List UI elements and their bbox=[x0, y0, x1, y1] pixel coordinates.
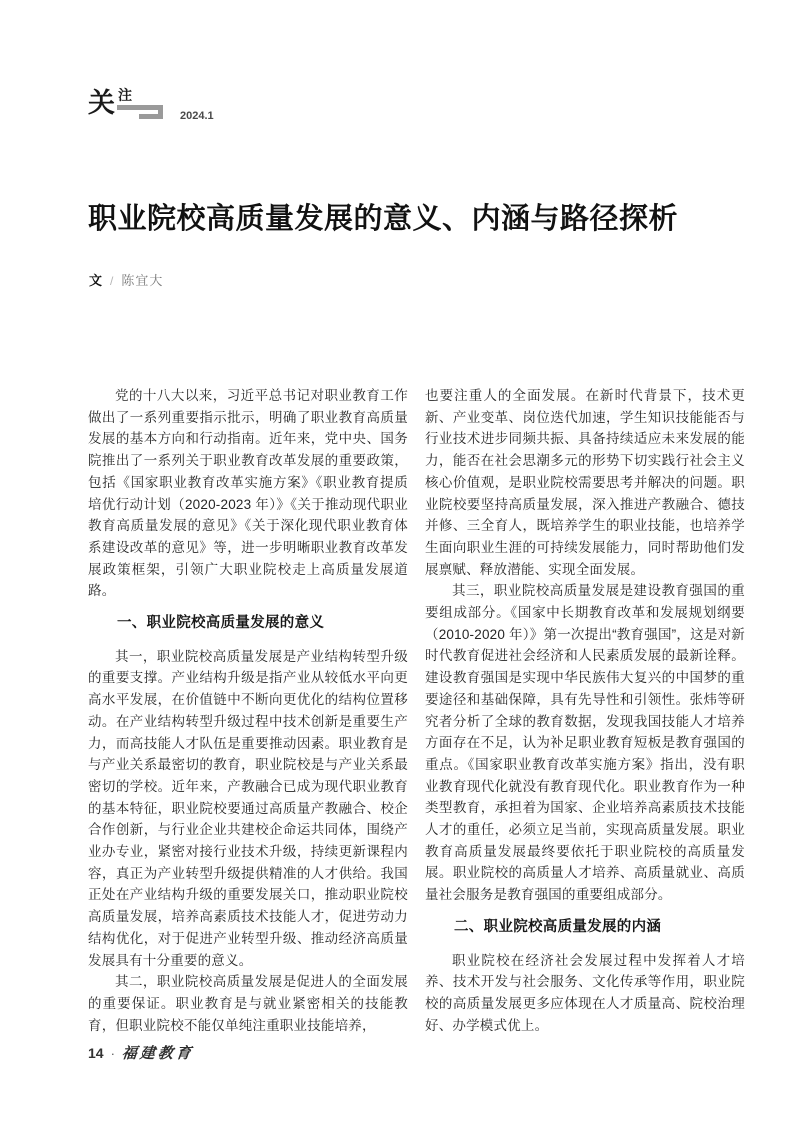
byline bbox=[89, 270, 163, 289]
body-paragraph: 其一，职业院校高质量发展是产业结构转型升级的重要支撑。产业结构升级是指产业从较低水平向更高水平发展，在价值链中不断向更优化的结构位置移动。在产业结构转型升级过程中技术创新是重要生产力，而高技能人才队伍是重要推动因素。职业教育是与产业关系最密切的教育，职业院校是与产业关系最密切的学校。近年来，产教融合已成为现代职业教育的基本特征，职业院校要通过高质量产教融合、校企合作创新，与行业企业共建校企命运共同体，围绕产业办专业，紧密对接行业技术升级，持续更新课程内容，真正为产业转型升级提供精准的人才供给。我国正处在产业结构升级的重要发展关口，推动职业院校高质量发展，培养高素质技术技能人才，促进劳动力结构优化，对于促进产业转型升级、推动经济高质量发展具有十分重要的意义。 bbox=[88, 648, 408, 968]
column-masthead bbox=[88, 87, 214, 122]
masthead-step-graphic bbox=[117, 87, 177, 122]
article-title: 职业院校高质量发展的意义、内涵与路径探析 bbox=[88, 203, 679, 235]
article-body bbox=[88, 385, 745, 1036]
masthead-bar-top bbox=[117, 105, 163, 110]
body-paragraph: 其三，职业院校高质量发展是建设教育强国的重要组成部分。《国家中长期教育改革和发展规划纲要（2010-2020 年）》第一次提出“教育强国”，这是对新时代教育促进社会经济和人民素质发展的最新诠释。建设教育强国是实现中华民族伟大复兴的中国梦的重要途径和基础保障，具有先导性和引领性。张炜等研究者分析了全球的教育数据，发现我国技能人才培养方面存在不足，认为补足职业教育短板是教育强国的重点。《国家职业教育改革实施方案》指出，没有职业教育现代化就没有教育现代化。职业教育作为一种类型教育，承担着为国家、企业培养高素质技术技能人才的重任，必须立足当前，实现高质量发展。职业教育高质量发展最终要依托于职业院校的高质量发展。职业院校的高质量人才培养、高质量就业、高质量社会服务是教育强国的重要组成部分。 bbox=[425, 583, 745, 903]
byline-separator: / bbox=[110, 274, 114, 288]
page-number: 14 bbox=[88, 1045, 104, 1061]
footer-separator: · bbox=[110, 1046, 115, 1061]
right-column bbox=[425, 385, 745, 1036]
author-name: 陈宜大 bbox=[121, 273, 164, 288]
masthead-sub-char: 注 bbox=[118, 87, 132, 103]
issue-number: 2024.1 bbox=[180, 110, 214, 122]
journal-name: 福建教育 bbox=[120, 1046, 195, 1062]
byline-prefix: 文 bbox=[89, 273, 103, 288]
body-paragraph: 职业院校在经济社会发展过程中发挥着人才培养、技术开发与社会服务、文化传承等作用，职业院校的高质量发展更多应体现在人才质量高、院校治理好、办学模式优上。 bbox=[425, 952, 745, 1033]
masthead-main-char: 关 bbox=[88, 88, 115, 118]
body-paragraph: 其二，职业院校高质量发展是促进人的全面发展的重要保证。职业教育是与就业紧密相关的技能教育，但职业院校不能仅单纯注重职业技能培养， bbox=[88, 974, 408, 1033]
section-heading: 二、职业院校高质量发展的内涵 bbox=[454, 918, 662, 935]
page-footer bbox=[88, 1042, 194, 1063]
body-paragraph: 党的十八大以来，习近平总书记对职业教育工作做出了一系列重要指示批示，明确了职业教育高质量发展的基本方向和行动指南。近年来，党中央、国务院推出了一系列关于职业教育改革发展的重要政策，包括《国家职业教育改革实施方案》《职业教育提质培优行动计划（2020-2023 年）》《关于推动现代职业教育高质量发展的意见》《关于深化现代职业教育体系建设改革的意见》等，进一步明晰职业教育改革发展政策框架，引领广大职业院校走上高质量发展道路。 bbox=[88, 388, 408, 599]
section-heading: 一、职业院校高质量发展的意义 bbox=[117, 615, 325, 632]
masthead-bar-bottom bbox=[139, 114, 163, 119]
body-paragraph: 也要注重人的全面发展。在新时代背景下，技术更新、产业变革、岗位迭代加速，学生知识技能能否与行业技术进步同频共振、具备持续适应未来发展的能力，能否在社会思潮多元的形势下切实践行社会主义核心价值观，是职业院校需要思考并解决的问题。职业院校要坚持高质量发展，深入推进产教融合、德技并修、三全育人，既培养学生的职业技能，也培养学生面向职业生涯的可持续发展能力，同时帮助他们发展禀赋、释放潜能、实现全面发展。 bbox=[425, 388, 745, 577]
left-column bbox=[88, 385, 408, 1036]
